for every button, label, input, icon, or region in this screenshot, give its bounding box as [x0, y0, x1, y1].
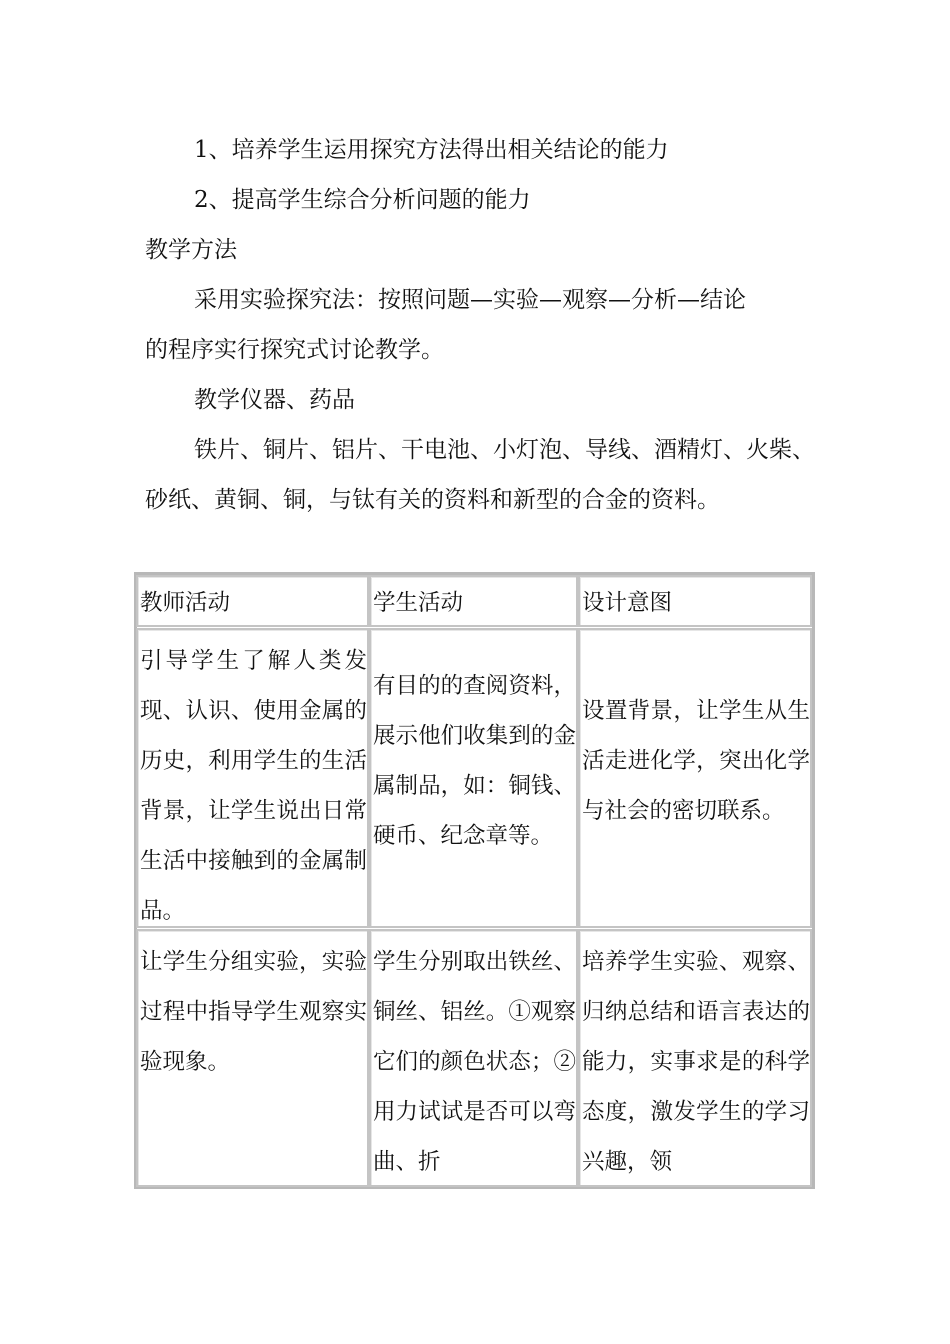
- table-cell-text: 设置背景，让学生从生活走进化学，突出化学与社会的密切联系。: [582, 698, 810, 824]
- table-cell-text: 让学生分组实验，实验过程中指导学生观察实验现象。: [140, 949, 367, 1075]
- objective-1: 1、培养学生运用探究方法得出相关结论的能力: [194, 137, 669, 163]
- instruments-list-line-1: 铁片、铜片、铝片、干电池、小灯泡、导线、酒精灯、火柴、: [194, 437, 815, 463]
- method-description-line-1: 采用实验探究法：按照问题—实验—观察—分析—结论: [194, 287, 746, 313]
- table-cell-row1-student: [369, 628, 578, 928]
- table-cell-row2-teacher: [136, 929, 369, 1187]
- table-cell-row1-design: [578, 628, 812, 928]
- table-cell-row2-student: [369, 929, 578, 1187]
- table-header-label: 学生活动: [373, 590, 464, 616]
- table-cell-row2-design: [578, 929, 812, 1187]
- section-heading-instruments: 教学仪器、药品: [194, 387, 355, 413]
- table-cell-row1-teacher: [136, 628, 369, 928]
- objective-2: 2、提高学生综合分析问题的能力: [194, 187, 531, 213]
- table-header-label: 设计意图: [582, 590, 673, 616]
- table-cell-text: 有目的的查阅资料，展示他们收集到的金属制品，如：铜钱、硬币、纪念章等。: [373, 673, 576, 849]
- table-header-student: [369, 575, 578, 627]
- method-description-line-2: 的程序实行探究式讨论教学。: [145, 337, 444, 363]
- table-cell-text: 引导学生了解人类发现、认识、使用金属的历史，利用学生的生活背景，让学生说出日常生活中接触到的金属制品。: [140, 648, 367, 924]
- table-cell-text: 培养学生实验、观察、归纳总结和语言表达的能力，实事求是的科学态度，激发学生的学习兴趣，领: [582, 949, 810, 1175]
- instruments-list-line-2: 砂纸、黄铜、铜，与钛有关的资料和新型的合金的资料。: [145, 487, 720, 513]
- table-cell-text: 学生分别取出铁丝、铜丝、铝丝。①观察它们的颜色状态；②用力试试是否可以弯曲、折: [373, 949, 576, 1175]
- table-header-design: [578, 575, 812, 627]
- table-header-teacher: [136, 575, 369, 627]
- table-header-label: 教师活动: [140, 590, 231, 616]
- section-heading-teaching-method: 教学方法: [145, 237, 237, 263]
